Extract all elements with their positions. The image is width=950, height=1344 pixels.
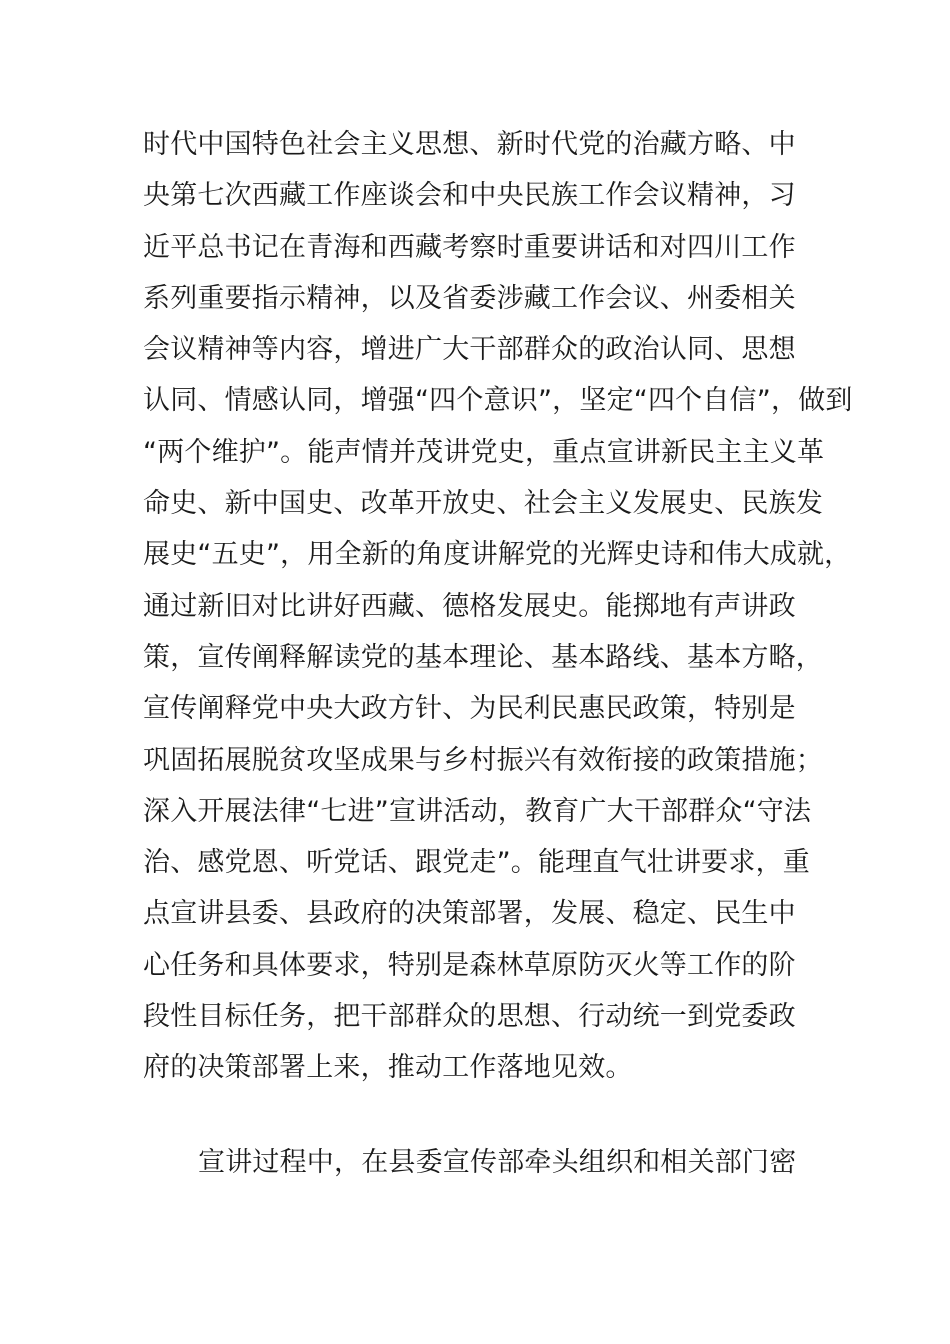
text-line: 通过新旧对比讲好西藏、德格发展史。能掷地有声讲政 [143, 590, 796, 622]
text-line: 系列重要指示精神，以及省委涉藏工作会议、州委相关 [143, 282, 796, 314]
text-line: 宣传阐释党中央大政方针、为民利民惠民政策，特别是 [143, 693, 796, 725]
text-line: 命史、新中国史、改革开放史、社会主义发展史、民族发 [143, 488, 823, 520]
text-line: 巩固拓展脱贫攻坚成果与乡村振兴有效衔接的政策措施； [143, 744, 823, 776]
text-line: 宣讲过程中，在县委宣传部牵头组织和相关部门密 [198, 1147, 797, 1178]
paragraph-1 [143, 119, 853, 1094]
text-line: 近平总书记在青海和西藏考察时重要讲话和对四川工作 [143, 231, 796, 263]
text-line: 央第七次西藏工作座谈会和中央民族工作会议精神，习 [143, 180, 796, 212]
text-line: 深入开展法律“七进”宣讲活动，教育广大干部群众“守法 [143, 795, 812, 827]
text-line: 认同、情感认同，增强“四个意识”，坚定“四个自信”，做到 [143, 385, 853, 417]
text-line: 段性目标任务，把干部群众的思想、行动统一到党委政 [143, 1001, 796, 1033]
text-line: 心任务和具体要求，特别是森林草原防灭火等工作的阶 [143, 949, 796, 981]
text-line: 点宣讲县委、县政府的决策部署，发展、稳定、民生中 [143, 898, 796, 930]
text-line: 策，宣传阐释解读党的基本理论、基本路线、基本方略， [143, 641, 823, 673]
text-line: 展史“五史”，用全新的角度讲解党的光辉史诗和伟大成就， [143, 539, 852, 571]
text-line: 时代中国特色社会主义思想、新时代党的治藏方略、中 [143, 129, 796, 160]
text-line: 治、感党恩、听党话、跟党走”。能理直气壮讲要求，重 [143, 847, 810, 879]
text-line: “两个维护”。能声情并茂讲党史，重点宣讲新民主主义革 [143, 436, 825, 468]
text-line: 府的决策部署上来，推动工作落地见效。 [143, 1052, 633, 1084]
text-line: 会议精神等内容，增进广大干部群众的政治认同、思想 [143, 334, 796, 366]
paragraph-2 [198, 1137, 838, 1188]
